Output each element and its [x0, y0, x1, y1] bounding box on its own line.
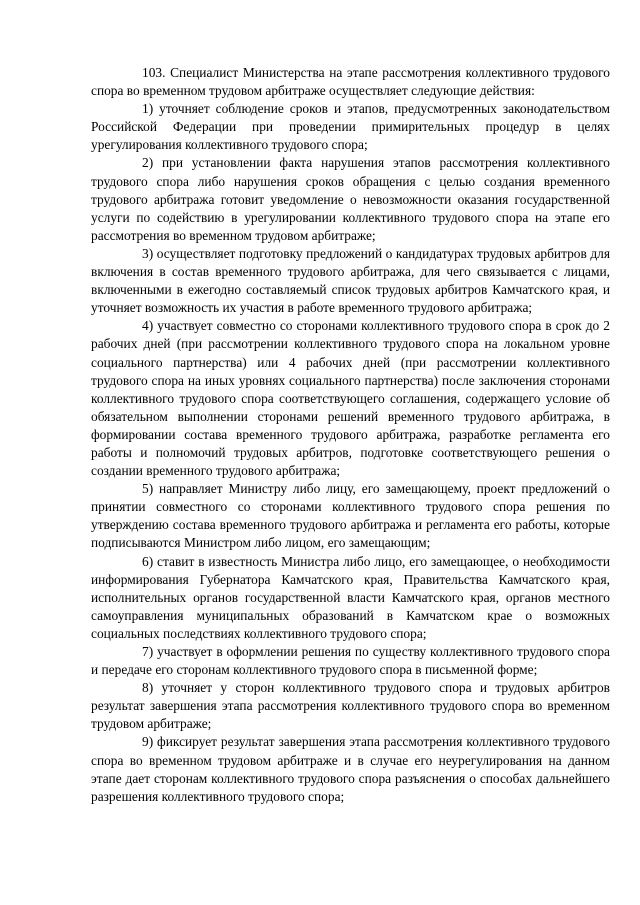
document-page	[91, 64, 610, 806]
paragraph-item-1: 1) уточняет соблюдение сроков и этапов, предусмотренных законодательством Российской Федерации при проведении примирительных процедур в целях урегулирования коллективного трудового спора;	[91, 101, 610, 153]
paragraph-item-5: 5) направляет Министру либо лицу, его замещающему, проект предложений о принятии совместного со сторонами коллективного трудового спора решения по утверждению состава временного трудового арбитража и регламента его работы, которые подписываются Министром либо лицом, его замещающим;	[91, 481, 610, 551]
paragraph-item-2: 2) при установлении факта нарушения этапов рассмотрения коллективного трудового спора либо нарушения сроков обращения с целью создания временного трудового арбитража готовит уведомление о невозможности оказания государственной услуги по содействию в урегулировании коллективного трудового спора на этапе его рассмотрения во временном трудовом арбитраже;	[91, 155, 610, 243]
paragraph-103-intro: 103. Специалист Министерства на этапе рассмотрения коллективного трудового спора во временном трудовом арбитраже осуществляет следующие действия:	[91, 65, 610, 99]
paragraph-item-4: 4) участвует совместно со сторонами коллективного трудового спора в срок до 2 рабочих дней (при рассмотрении коллективного трудового спора на локальном уровне социального партнерства) или 4 рабочих дней (при рассмотрении коллективного трудового спора на иных уровнях социального партнерства) после заключения сторонами коллективного трудового спора соответствующего соглашения, содержащего условие об обязательном выполнении сторонами решений временного трудового арбитража, в формировании состава временного трудового арбитража, разработке регламента его работы и полномочий трудовых арбитров, подготовке соответствующего решения о создании временного трудового арбитража;	[91, 318, 610, 479]
paragraph-item-9: 9) фиксирует результат завершения этапа рассмотрения коллективного трудового спора во временном трудовом арбитраже и в случае его неурегулирования на данном этапе дает сторонам коллективного трудового спора разъяснения о способах дальнейшего разрешения коллективного трудового спора;	[91, 734, 610, 804]
paragraph-item-8: 8) уточняет у сторон коллективного трудового спора и трудовых арбитров результат завершения этапа рассмотрения коллективного трудового спора во временном трудовом арбитраже;	[91, 680, 610, 732]
paragraph-item-3: 3) осуществляет подготовку предложений о кандидатурах трудовых арбитров для включения в состав временного трудового арбитража, для чего связывается с лицами, включенными в ежегодно составляемый список трудовых арбитров Камчатского края, и уточняет возможность их участия в работе временного трудового арбитража;	[91, 245, 610, 316]
paragraph-item-7: 7) участвует в оформлении решения по существу коллективного трудового спора и передаче его сторонам коллективного трудового спора в письменной форме;	[91, 644, 610, 678]
paragraph-item-6: 6) ставит в известность Министра либо лицо, его замещающее, о необходимости информирования Губернатора Камчатского края, Правительства Камчатского края, исполнительных органов государственной власти Камчатского края, органов местного самоуправления муниципальных образований в Камчатском крае о возможных социальных последствиях коллективного трудового спора;	[91, 553, 610, 641]
